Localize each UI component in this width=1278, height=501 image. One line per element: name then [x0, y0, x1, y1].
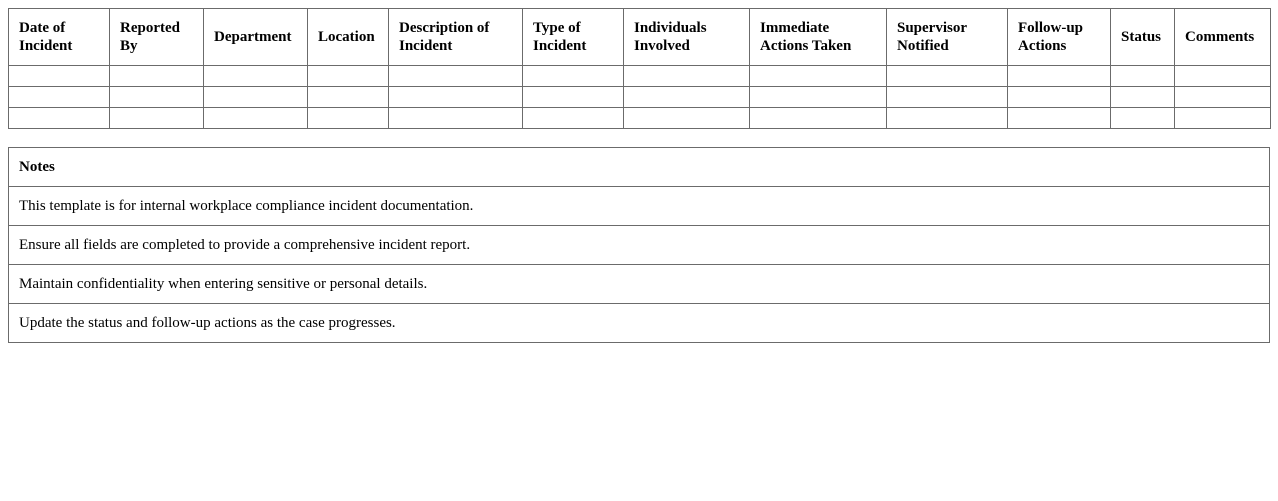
table-cell[interactable]	[1008, 66, 1111, 87]
table-header-row	[9, 9, 1271, 66]
header-reported-by: Reported By	[110, 9, 204, 66]
table-cell[interactable]	[887, 87, 1008, 108]
table-cell[interactable]	[624, 66, 750, 87]
notes-title: Notes	[9, 148, 1270, 187]
header-status: Status	[1111, 9, 1175, 66]
table-cell[interactable]	[9, 108, 110, 129]
table-cell[interactable]	[624, 87, 750, 108]
table-cell[interactable]	[750, 108, 887, 129]
table-cell[interactable]	[204, 108, 308, 129]
table-row	[9, 87, 1271, 108]
table-cell[interactable]	[389, 87, 523, 108]
notes-row	[9, 187, 1270, 226]
notes-table	[8, 147, 1270, 343]
notes-row	[9, 304, 1270, 343]
note-item: This template is for internal workplace compliance incident documentation.	[9, 187, 1270, 226]
note-item: Ensure all fields are completed to provide a comprehensive incident report.	[9, 226, 1270, 265]
table-cell[interactable]	[389, 66, 523, 87]
notes-header-row	[9, 148, 1270, 187]
header-follow-up-actions: Follow-up Actions	[1008, 9, 1111, 66]
table-cell[interactable]	[308, 87, 389, 108]
table-cell[interactable]	[887, 66, 1008, 87]
note-item: Maintain confidentiality when entering sensitive or personal details.	[9, 265, 1270, 304]
table-cell[interactable]	[110, 87, 204, 108]
table-cell[interactable]	[204, 66, 308, 87]
table-cell[interactable]	[523, 66, 624, 87]
table-cell[interactable]	[750, 87, 887, 108]
table-cell[interactable]	[887, 108, 1008, 129]
table-cell[interactable]	[308, 108, 389, 129]
header-individuals-involved: Individuals Involved	[624, 9, 750, 66]
header-supervisor-notified: Supervisor Notified	[887, 9, 1008, 66]
header-immediate-actions-taken: Immediate Actions Taken	[750, 9, 887, 66]
table-cell[interactable]	[9, 66, 110, 87]
table-cell[interactable]	[624, 108, 750, 129]
header-comments: Comments	[1175, 9, 1271, 66]
table-cell[interactable]	[1175, 108, 1271, 129]
header-department: Department	[204, 9, 308, 66]
header-description-of-incident: Description of Incident	[389, 9, 523, 66]
table-cell[interactable]	[1111, 108, 1175, 129]
table-cell[interactable]	[1008, 87, 1111, 108]
table-cell[interactable]	[110, 66, 204, 87]
table-cell[interactable]	[1175, 66, 1271, 87]
table-cell[interactable]	[1175, 87, 1271, 108]
table-cell[interactable]	[204, 87, 308, 108]
header-date-of-incident: Date of Incident	[9, 9, 110, 66]
table-cell[interactable]	[523, 108, 624, 129]
table-cell[interactable]	[1008, 108, 1111, 129]
table-cell[interactable]	[110, 108, 204, 129]
table-cell[interactable]	[1111, 66, 1175, 87]
notes-row	[9, 226, 1270, 265]
table-cell[interactable]	[389, 108, 523, 129]
table-cell[interactable]	[523, 87, 624, 108]
table-cell[interactable]	[750, 66, 887, 87]
notes-row	[9, 265, 1270, 304]
table-cell[interactable]	[1111, 87, 1175, 108]
table-cell[interactable]	[9, 87, 110, 108]
header-type-of-incident: Type of Incident	[523, 9, 624, 66]
table-cell[interactable]	[308, 66, 389, 87]
incident-log-table	[8, 8, 1271, 129]
table-row	[9, 108, 1271, 129]
note-item: Update the status and follow-up actions as the case progresses.	[9, 304, 1270, 343]
header-location: Location	[308, 9, 389, 66]
table-row	[9, 66, 1271, 87]
